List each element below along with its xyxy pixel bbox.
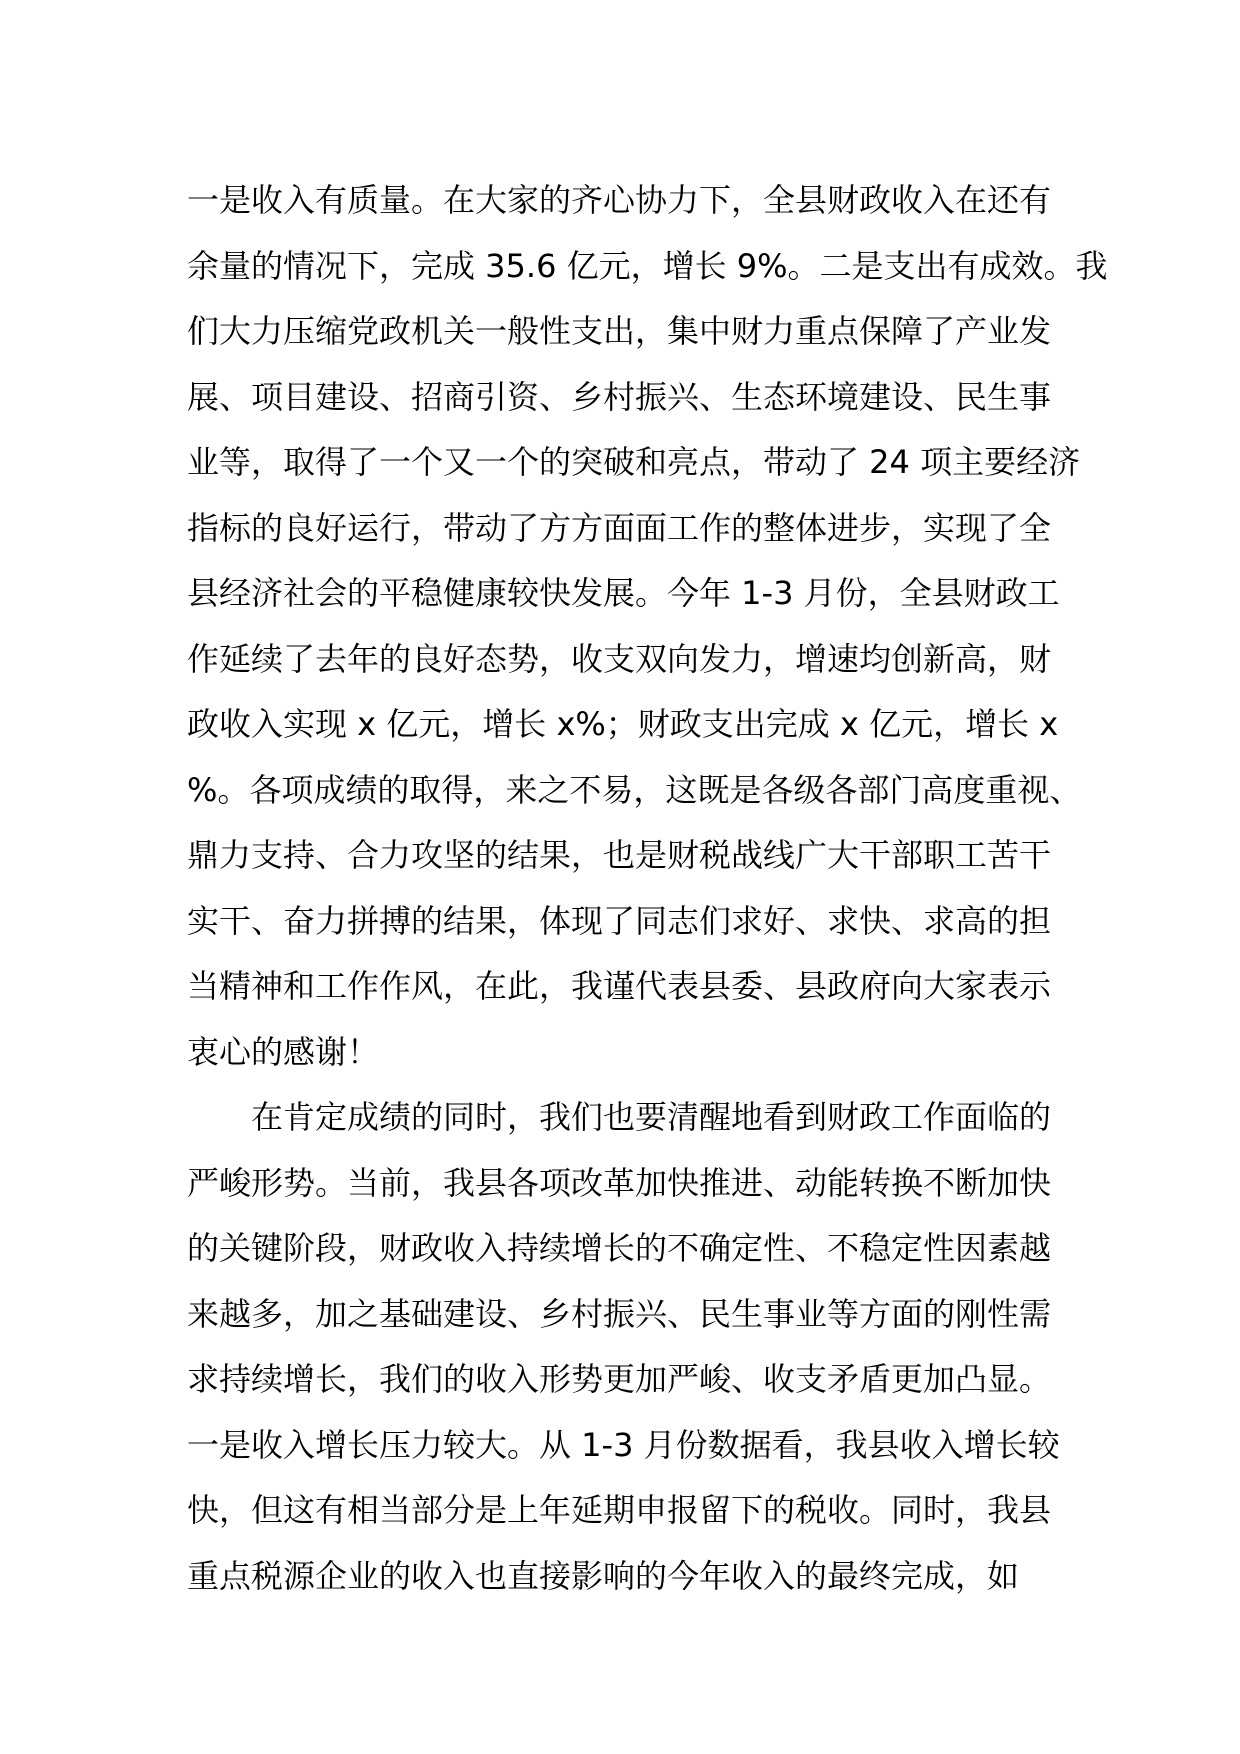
text-line: 余量的情况下，完成 35.6 亿元，增长 9%。二是支出有成效。我 <box>187 246 1108 285</box>
text-line: 求持续增长，我们的收入形势更加严峻、收支矛盾更加凸显。 <box>187 1360 1052 1398</box>
text-line: 展、项目建设、招商引资、乡村振兴、生态环境建设、民生事 <box>187 377 1052 416</box>
text-line: 一是收入有质量。在大家的齐心协力下，全县财政收入在还有 <box>187 181 1052 219</box>
text-line: 快，但这有相当部分是上年延期申报留下的税收。同时，我县 <box>187 1491 1052 1529</box>
text-line: 衷心的感谢！ <box>187 1032 380 1071</box>
text-line: 鼎力支持、合力攻坚的结果，也是财税战线广大干部职工苦干 <box>187 836 1052 874</box>
text-line: 一是收入增长压力较大。从 1-3 月份数据看，我县收入增长较 <box>187 1425 1060 1464</box>
text-line: %。各项成绩的取得，来之不易，这既是各级各部门高度重视、 <box>187 770 1082 809</box>
text-line: 政收入实现 x 亿元，增长 x%；财政支出完成 x 亿元，增长 x <box>187 705 1059 743</box>
text-line: 县经济社会的平稳健康较快发展。今年 1-3 月份，全县财政工 <box>187 574 1060 612</box>
text-line: 当精神和工作作风，在此，我谨代表县委、县政府向大家表示 <box>187 967 1052 1005</box>
text-line: 的关键阶段，财政收入持续增长的不确定性、不稳定性因素越 <box>187 1229 1052 1267</box>
paragraph-start-line: 在肯定成绩的同时，我们也要清醒地看到财政工作面临的 <box>251 1098 1052 1136</box>
text-line: 们大力压缩党政机关一般性支出，集中财力重点保障了产业发 <box>187 312 1052 350</box>
text-line: 指标的良好运行，带动了方方面面工作的整体进步，实现了全 <box>187 508 1052 547</box>
text-line: 重点税源企业的收入也直接影响的今年收入的最终完成，如 <box>187 1556 1020 1595</box>
text-line: 严峻形势。当前，我县各项改革加快推进、动能转换不断加快 <box>187 1163 1052 1202</box>
text-line: 作延续了去年的良好态势，收支双向发力，增速均创新高，财 <box>187 639 1052 678</box>
text-line: 来越多，加之基础建设、乡村振兴、民生事业等方面的刚性需 <box>187 1294 1052 1333</box>
text-line: 实干、奋力拼搏的结果，体现了同志们求好、求快、求高的担 <box>187 901 1052 940</box>
document-body <box>187 168 1108 1609</box>
text-line: 业等，取得了一个又一个的突破和亮点，带动了 24 项主要经济 <box>187 443 1081 481</box>
